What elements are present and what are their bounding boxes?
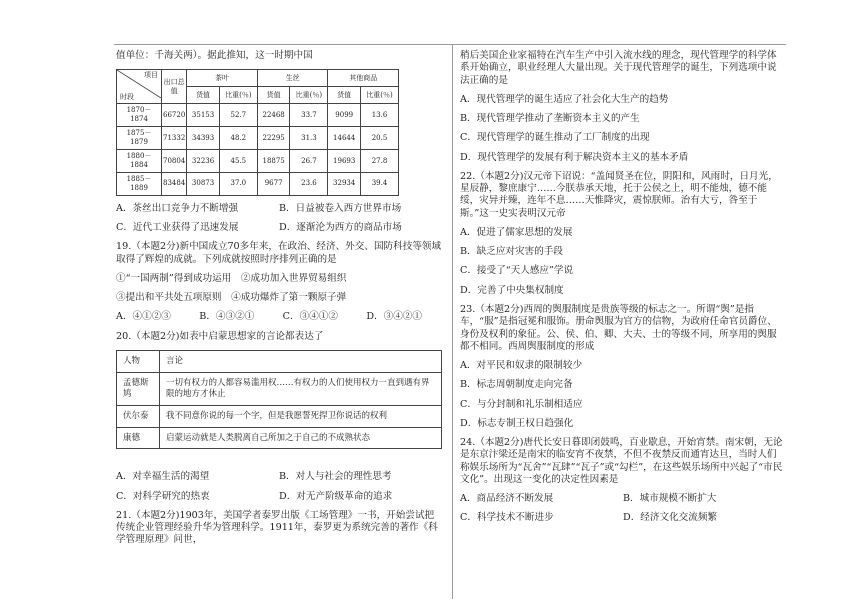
q22-option-b: B．缺乏应对灾害的手段: [460, 246, 563, 258]
table-cell: 32934: [328, 172, 361, 195]
q24-option-d: D．经济文化交流频繁: [623, 512, 718, 524]
table-cell: 9099: [328, 104, 361, 127]
q20-options-row2: [116, 491, 442, 503]
q24-option-b: B．城市规模不断扩大: [623, 493, 717, 505]
table-cell: 22295: [257, 127, 290, 150]
sub-ratio-header: 比重(％): [290, 87, 328, 104]
table-cell: 23.6: [290, 172, 328, 195]
q21-option-d: D．现代管理学的发展有利于解决资本主义的基本矛盾: [460, 151, 689, 163]
q20-stem: 20.（本题2分)如表中启蒙思想家的言论都表达了: [116, 330, 324, 342]
table-cell: 18875: [257, 150, 290, 173]
table-cell: 1885－1889: [117, 172, 162, 195]
table-row: [117, 150, 399, 173]
q23-option-c: C．与分封制和礼乐制相适应: [460, 398, 583, 410]
table-cell: 1875－1879: [117, 127, 162, 150]
right-column: [460, 50, 786, 532]
export-table: [116, 69, 399, 196]
table-cell: 71332: [162, 127, 187, 150]
sub-value-header: 货值: [328, 87, 361, 104]
q18-options-row2: [116, 222, 442, 234]
column-divider: [452, 44, 453, 599]
table-cell: 9677: [257, 172, 290, 195]
q18-option-d: D．逐渐沦为西方的商品市场: [279, 222, 402, 234]
corner-item-label: 项目: [144, 71, 158, 80]
q20-options: [116, 471, 442, 483]
table-cell: 1880－1884: [117, 150, 162, 173]
q23-option-d: D．标志专制王权日趋强化: [460, 417, 574, 429]
q19-line-1: ①“一国两制”得到成功运用 ②成功加入世界贸易组织: [116, 272, 347, 284]
q19-option-a: A．④①②③: [116, 311, 171, 323]
table-row: [117, 372, 442, 405]
quote-header-person: 人物: [117, 351, 160, 373]
q22-stem: 22.（本题2分)汉元帝下诏说：“盖闻贤圣在位，阴阳和，风雨时，日月光，星辰静，黎庶康宁……今朕恭承天地，托于公侯之上，明不能烛，德不能绥，灾异并臻，连年不息……天惟降灾，震惊朕师。治有大亏，咎至于斯。”这一史实表明汉元帝: [460, 170, 778, 219]
q18-options: [116, 203, 442, 215]
table-cell: 31.3: [290, 127, 328, 150]
q24-stem: 24.（本题2分)唐代长安日暮即闭鼓鸣，百业歇息，开始宵禁。南宋朝，无论是东京汴梁还是南宋的临安宵不夜禁，不但不夜禁反而通宵达旦，当时人们称娱乐场所为“瓦舍”“瓦肆”“瓦子”或“勾栏”，在这些娱乐场所中兴起了“市民文化”。出现这一变化的决定性因素是: [460, 437, 783, 485]
table-corner-cell: [117, 70, 162, 104]
q21-stem: 21.（本题2分)1903年，美国学者泰罗出版《工场管理》一书，开始尝试把传统企业管理经验升华为管理科学。1911年，泰罗更为系统完善的著作《科学管理原理》问世，: [116, 509, 438, 546]
group-header-other: 其他商品: [328, 70, 399, 87]
table-cell: 35153: [187, 104, 220, 127]
q22-option-c: C．接受了“天人感应”学说: [460, 265, 574, 277]
quote-person: 孟德斯鸠: [117, 372, 160, 405]
q20-option-a: A．对幸福生活的渴望: [116, 471, 210, 483]
q23-option-b: B．标志周朝制度走向完备: [460, 379, 573, 391]
q22-option-d: D．完善了中央集权制度: [460, 284, 564, 296]
sub-ratio-header: 比重(％): [360, 87, 398, 104]
table-cell: 37.0: [219, 172, 257, 195]
q24-options: [460, 493, 786, 505]
table-cell: 14644: [328, 127, 361, 150]
q21-option-c: C．现代管理学的诞生推动了工厂制度的出现: [460, 132, 650, 144]
q24-options-row2: [460, 512, 786, 524]
q21-continuation: 稍后美国企业家福特在汽车生产中引入流水线的理念，现代管理学的科学体系开始确立，职业经理人大量出现。关于现代管理学的诞生，下列选项中说法正确的是: [460, 50, 777, 86]
sub-value-header: 货值: [257, 87, 290, 104]
table-cell: 34393: [187, 127, 220, 150]
quote-header-row: [117, 351, 442, 373]
quote-header-speech: 言论: [160, 351, 442, 373]
left-column: [116, 50, 442, 554]
q19-stem: 19.（本题2分)新中国成立70多年来，在政治、经济、外交、国防科技等领域取得了辉煌的成就。下列成就按照时序排列正确的是: [116, 241, 442, 265]
quote-table: [116, 350, 442, 449]
table-cell: 70804: [162, 150, 187, 173]
corner-period-label: 时段: [120, 93, 134, 102]
table-cell: 27.8: [360, 150, 398, 173]
table-cell: 32236: [187, 150, 220, 173]
q22-option-a: A．促进了儒家思想的发展: [460, 226, 573, 238]
table-row: [117, 172, 399, 195]
table-cell: 66720: [162, 104, 187, 127]
table-cell: 30873: [187, 172, 220, 195]
q23-stem: 23.（本题2分)西周的舆服制度是贵族等级的标志之一。所谓“舆”是指车，“服”是指冠冕和服饰。册命舆服为官方的信物，为政府任命官员爵位、身份及权利的象征。公、侯、伯、卿、大夫、士的等级不同，所享用的舆服都不相同。西周舆服制度的形成: [460, 303, 777, 352]
table-cell: 48.2: [219, 127, 257, 150]
group-header-silk: 生丝: [257, 70, 328, 87]
table-cell: 83484: [162, 172, 187, 195]
q24-option-c: C．科学技术不断进步: [460, 512, 554, 524]
quote-person: 伏尔泰: [117, 405, 160, 427]
table-cell: 26.7: [290, 150, 328, 173]
table-cell: 20.5: [360, 127, 398, 150]
quote-text: 启蒙运动就是人类脱离自己所加之于自己的不成熟状态: [160, 427, 442, 449]
q19-option-b: B．④③②①: [199, 311, 255, 323]
q19-option-c: C．③④①②: [282, 311, 338, 323]
table-cell: 52.7: [219, 104, 257, 127]
q18-option-a: A．茶丝出口竞争力不断增强: [116, 202, 239, 214]
table-cell: 1870－1874: [117, 104, 162, 127]
q20-option-d: D．对无产阶级革命的追求: [279, 490, 393, 502]
header-rule: [114, 44, 786, 45]
sub-ratio-header: 比重(％): [219, 87, 257, 104]
quote-text: 我不同意你说的每一个字，但是我愿誓死捍卫你说话的权利: [160, 405, 442, 427]
export-total-header: 出口总值: [162, 70, 187, 104]
table-cell: 33.7: [290, 104, 328, 127]
q21-option-b: B．现代管理学推动了垄断资本主义的产生: [460, 113, 640, 125]
sub-value-header: 货值: [187, 87, 220, 104]
table-cell: 22468: [257, 104, 290, 127]
quote-person: 康德: [117, 427, 160, 449]
q19-option-d: D．③④②①: [366, 311, 422, 323]
table-row: [117, 104, 399, 127]
table-cell: 13.6: [360, 104, 398, 127]
q19-line-2: ③提出和平共处五项原则 ④成功爆炸了第一颗原子弹: [116, 292, 347, 304]
group-header-tea: 茶叶: [187, 70, 258, 87]
table-cell: 19693: [328, 150, 361, 173]
q21-option-a: A．现代管理学的诞生适应了社会化大生产的趋势: [460, 93, 669, 105]
q18-option-c: C．近代工业获得了迅速发展: [116, 222, 239, 234]
q23-option-a: A．对平民和奴隶的限制较少: [460, 360, 583, 372]
q19-options: [116, 311, 442, 323]
table-row: [117, 427, 442, 449]
table-row: [117, 405, 442, 427]
q18-option-b: B．日益被卷入西方世界市场: [279, 202, 402, 214]
quote-text: 一切有权力的人都容易滥用权……有权力的人们使用权力一直到遇有界限的地方才休止: [160, 372, 442, 405]
table-header-row: [117, 70, 399, 87]
q20-option-c: C．对科学研究的热衷: [116, 490, 210, 502]
table-cell: 39.4: [360, 172, 398, 195]
table-cell: 45.5: [219, 150, 257, 173]
table-row: [117, 127, 399, 150]
q18-tail-text: 值单位：千海关两）。据此推知，这一时期中国: [116, 50, 313, 61]
q20-option-b: B．对人与社会的理性思考: [279, 471, 392, 483]
q24-option-a: A．商品经济不断发展: [460, 493, 554, 505]
